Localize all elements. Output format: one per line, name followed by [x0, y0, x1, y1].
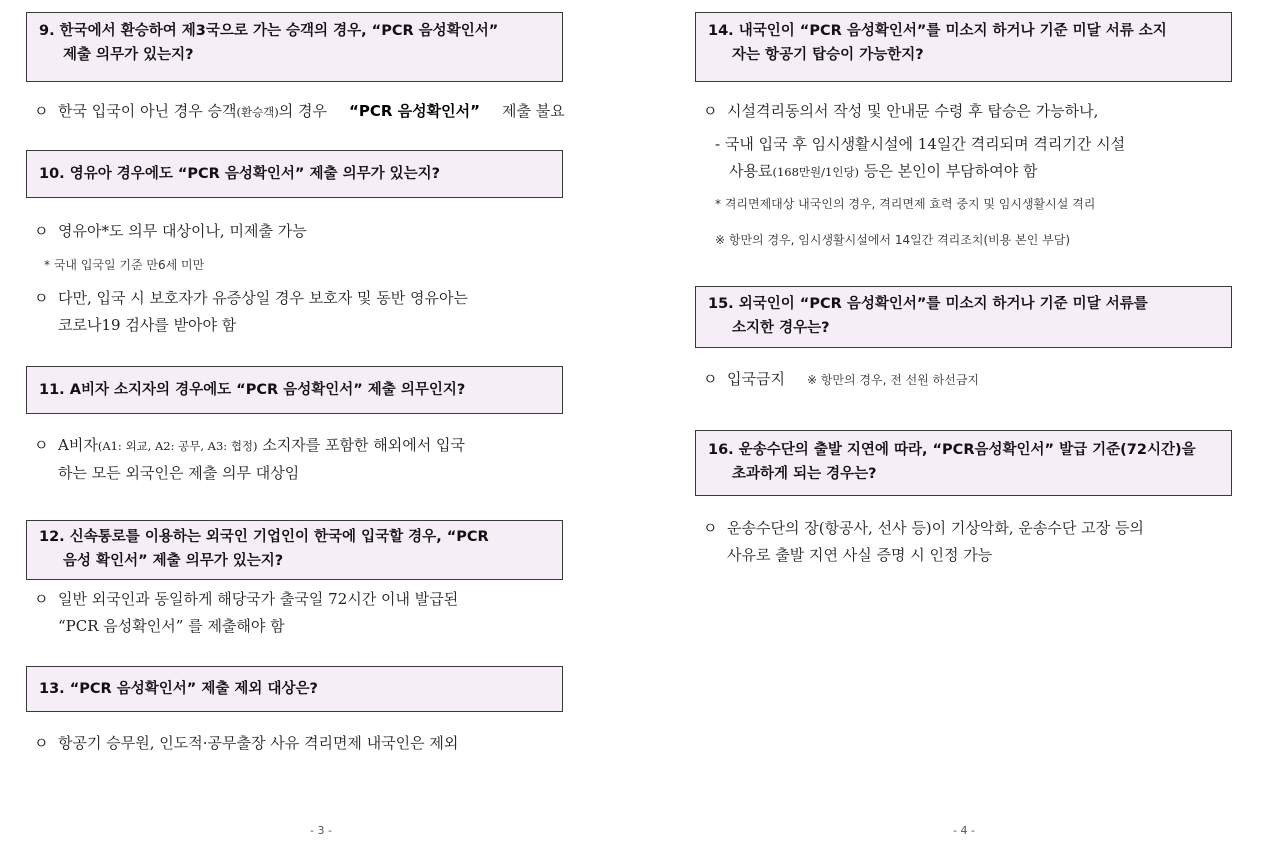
question-15-line1: 15. 외국인이 “PCR 음성확인서”를 미소지 하거나 기준 미달 서류를 [708, 296, 1148, 312]
question-10-line1: 10. 영유아 경우에도 “PCR 음성확인서” 제출 의무가 있는지? [39, 166, 441, 182]
answer-9-strong: “PCR 음성확인서” [349, 102, 480, 120]
answer-9-text-small: (환승객) [236, 105, 279, 119]
answer-14-text: 시설격리동의서 작성 및 안내문 수령 후 탑승은 가능하나, [727, 102, 1099, 120]
answer-9-text-b: 의 경우 [278, 102, 328, 120]
answer-15-note: ※ 항만의 경우, 전 선원 하선금지 [806, 373, 980, 387]
page-number: - 4 - [953, 824, 975, 837]
question-15-line2: 소지한 경우는? [732, 320, 830, 336]
bullet-marker: ㅇ [703, 370, 718, 388]
answer-12-line1: 일반 외국인과 동일하게 해당국가 출국일 72시간 이내 발급된 [58, 590, 459, 608]
question-12-box [26, 520, 563, 580]
answer-9-text-a: 한국 입국이 아닌 경우 승객 [58, 102, 237, 120]
answer-11 [34, 432, 465, 487]
answer-16 [703, 515, 1144, 569]
question-11-box [26, 366, 563, 414]
answer-11-line1-b: 소지자를 포함한 해외에서 입국 [262, 436, 466, 454]
answer-10-text2-line2: 코로나19 검사를 받아야 함 [58, 316, 237, 334]
answer-16-line1: 운송수단의 장(항공사, 선사 등)이 기상악화, 운송수단 고장 등의 [727, 519, 1144, 537]
question-16-line1: 16. 운송수단의 출발 지연에 따라, “PCR음성확인서” 발급 기준(72시간)을 [708, 442, 1196, 458]
question-9-box [26, 12, 563, 82]
answer-15-text: 입국금지 [727, 370, 785, 388]
answer-10-extra [34, 285, 468, 339]
answer-14-note2: ※ 항만의 경우, 임시생활시설에서 14일간 격리조치(비용 본인 부담) [715, 233, 1071, 247]
answer-10-text2-line1: 다만, 입국 시 보호자가 유증상일 경우 보호자 및 동반 영유아는 [58, 289, 468, 307]
answer-14-dash-line2-a: 사용료 [729, 162, 773, 180]
question-10-box [26, 150, 563, 198]
answer-9-text-c: 제출 불요 [501, 102, 565, 120]
question-15-box [695, 286, 1232, 348]
question-16-box [695, 430, 1232, 496]
bullet-marker: ㅇ [34, 102, 49, 120]
question-14-line2: 자는 항공기 탑승이 가능한지? [732, 47, 924, 63]
answer-11-line1-a: A비자 [58, 436, 98, 454]
question-13-box [26, 666, 563, 712]
answer-15 [703, 366, 979, 393]
bullet-marker: ㅇ [34, 590, 49, 608]
question-11-line1: 11. A비자 소지자의 경우에도 “PCR 음성확인서” 제출 의무인지? [39, 382, 466, 398]
answer-10-text: 영유아*도 의무 대상이나, 미제출 가능 [58, 222, 307, 240]
bullet-marker: ㅇ [703, 102, 718, 120]
page-number: - 3 - [310, 824, 332, 837]
question-14-box [695, 12, 1232, 82]
question-9-line1: 9. 한국에서 환승하여 제3국으로 가는 승객의 경우, “PCR 음성확인서” [39, 23, 499, 39]
question-13-line1: 13. “PCR 음성확인서” 제출 제외 대상은? [39, 681, 318, 697]
bullet-marker: ㅇ [34, 734, 49, 752]
answer-11-line1-small: (A1: 외교, A2: 공무, A3: 협정) [97, 439, 258, 453]
answer-14-dash [715, 131, 1125, 186]
answer-11-line2: 하는 모든 외국인은 제출 의무 대상임 [58, 464, 300, 482]
answer-12 [34, 586, 458, 640]
answer-14-dash-line1: - 국내 입국 후 임시생활시설에 14일간 격리되며 격리기간 시설 [715, 135, 1126, 153]
answer-13-text: 항공기 승무원, 인도적·공무출장 사유 격리면제 내국인은 제외 [58, 734, 459, 752]
answer-14-dash-line2 [715, 158, 1125, 186]
answer-14 [703, 98, 1098, 125]
page-3 [0, 0, 642, 845]
question-16-line2: 초과하게 되는 경우는? [732, 466, 877, 482]
answer-12-line2: “PCR 음성확인서” 를 제출해야 함 [58, 617, 285, 635]
answer-14-dash-line2-b: 등은 본인이 부담하여야 함 [863, 162, 1038, 180]
bullet-marker: ㅇ [34, 222, 49, 240]
answer-9 [34, 98, 565, 126]
answer-14-dash-line2-small: (168만원/1인당) [772, 165, 860, 179]
answer-13 [34, 730, 458, 757]
question-12-line1: 12. 신속통로를 이용하는 외국인 기업인이 한국에 입국할 경우, “PCR [39, 529, 489, 545]
answer-10 [34, 218, 307, 245]
bullet-marker: ㅇ [34, 289, 49, 307]
question-9-line2: 제출 의무가 있는지? [63, 47, 194, 63]
bullet-marker: ㅇ [703, 519, 718, 537]
page-4 [643, 0, 1285, 845]
answer-10-note: * 국내 입국일 기준 만6세 미만 [44, 258, 205, 272]
question-14-line1: 14. 내국인이 “PCR 음성확인서”를 미소지 하거나 기준 미달 서류 소지 [708, 23, 1167, 39]
question-12-line2: 음성 확인서” 제출 의무가 있는지? [63, 553, 284, 569]
answer-16-line2: 사유로 출발 지연 사실 증명 시 인정 가능 [727, 546, 993, 564]
answer-14-note1: * 격리면제대상 내국인의 경우, 격리면제 효력 중지 및 임시생활시설 격리 [715, 197, 1096, 211]
bullet-marker: ㅇ [34, 436, 49, 454]
